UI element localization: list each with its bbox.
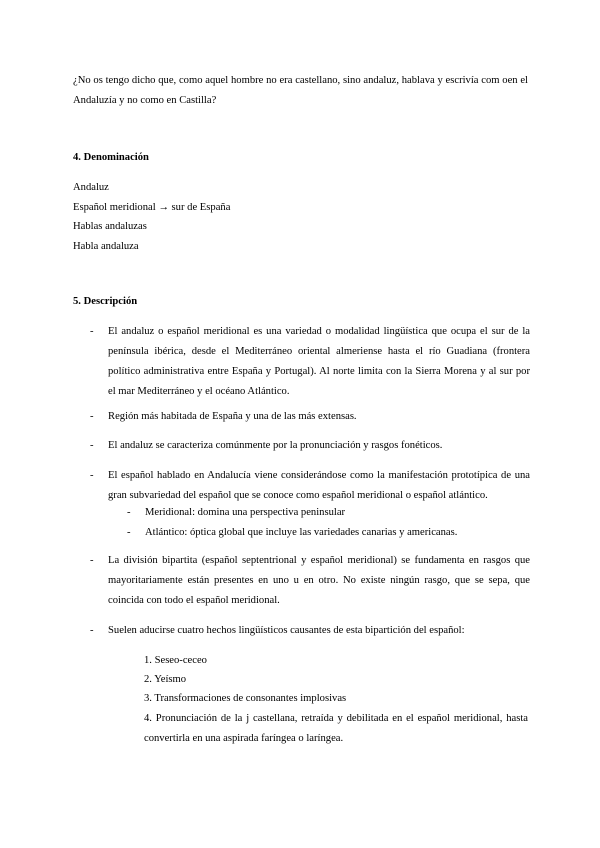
intro-quote: ¿No os tengo dicho que, como aquel hombre no era castellano, sino andaluz, hablava y escrivía com oen el Andaluzía y no como en Castilla?: [73, 75, 528, 106]
bullet-text: Suelen aducirse cuatro hechos lingüísticos causantes de esta bipartición del español:: [108, 625, 465, 636]
sub-bullet-dash: -: [127, 527, 131, 538]
bullet-text: Región más habitada de España y una de las más extensas.: [108, 411, 357, 422]
bullet-text: El andaluz o español meridional es una variedad o modalidad lingüística que ocupa el sur de la península ibérica, desde el Mediterráneo oriental almeriense hasta el río Guadiana (frontera político administrativa entre España y Portugal). Al norte limita con la Sierra Morena y al sur por el mar Mediterráneo y el océano Atlántico.: [108, 326, 530, 397]
bullet-text: El andaluz se caracteriza comúnmente por la pronunciación y rasgos fonéticos.: [108, 440, 443, 451]
bullet-dash: -: [90, 625, 94, 636]
bullet-dash: -: [90, 555, 94, 566]
denomination-item: Hablas andaluzas: [73, 221, 147, 232]
section-4-heading: 4. Denominación: [73, 152, 149, 163]
denomination-item: Español meridional → sur de España: [73, 201, 231, 213]
bullet-dash: -: [90, 470, 94, 481]
denomination-item: Andaluz: [73, 182, 109, 193]
bullet-dash: -: [90, 411, 94, 422]
sub-bullet-dash: -: [127, 507, 131, 518]
denomination-item: Habla andaluza: [73, 240, 139, 252]
sub-bullet-text: Atlántico: óptica global que incluye las variedades canarias y americanas.: [145, 527, 458, 538]
numbered-item: 1. Seseo-ceceo: [144, 655, 207, 666]
bullet-text: La división bipartita (español septentrional y español meridional) se fundamenta en rasgos que mayoritariamente están presentes en uno u en otro. No existe ningún rasgo, que se sepa, que coincida con todo el español meridional.: [108, 555, 530, 606]
bullet-text: El español hablado en Andalucía viene considerándose como la manifestación prototípica de una gran subvariedad del español que se conoce como español meridional o español atlántico.: [108, 470, 530, 501]
numbered-item: 4. Pronunciación de la j castellana, retraída y debilitada en el español meridional, hasta convertirla en una aspirada faríngea o laríngea.: [144, 713, 528, 744]
section-5-heading: 5. Descripción: [73, 296, 138, 307]
bullet-dash: -: [90, 440, 94, 451]
numbered-item: 3. Transformaciones de consonantes implosivas: [144, 693, 347, 704]
sub-bullet-text: Meridional: domina una perspectiva peninsular: [145, 507, 346, 518]
numbered-item: 2. Yeísmo: [144, 674, 187, 685]
denomination-list: [73, 178, 230, 256]
bullet-dash: -: [90, 326, 94, 337]
